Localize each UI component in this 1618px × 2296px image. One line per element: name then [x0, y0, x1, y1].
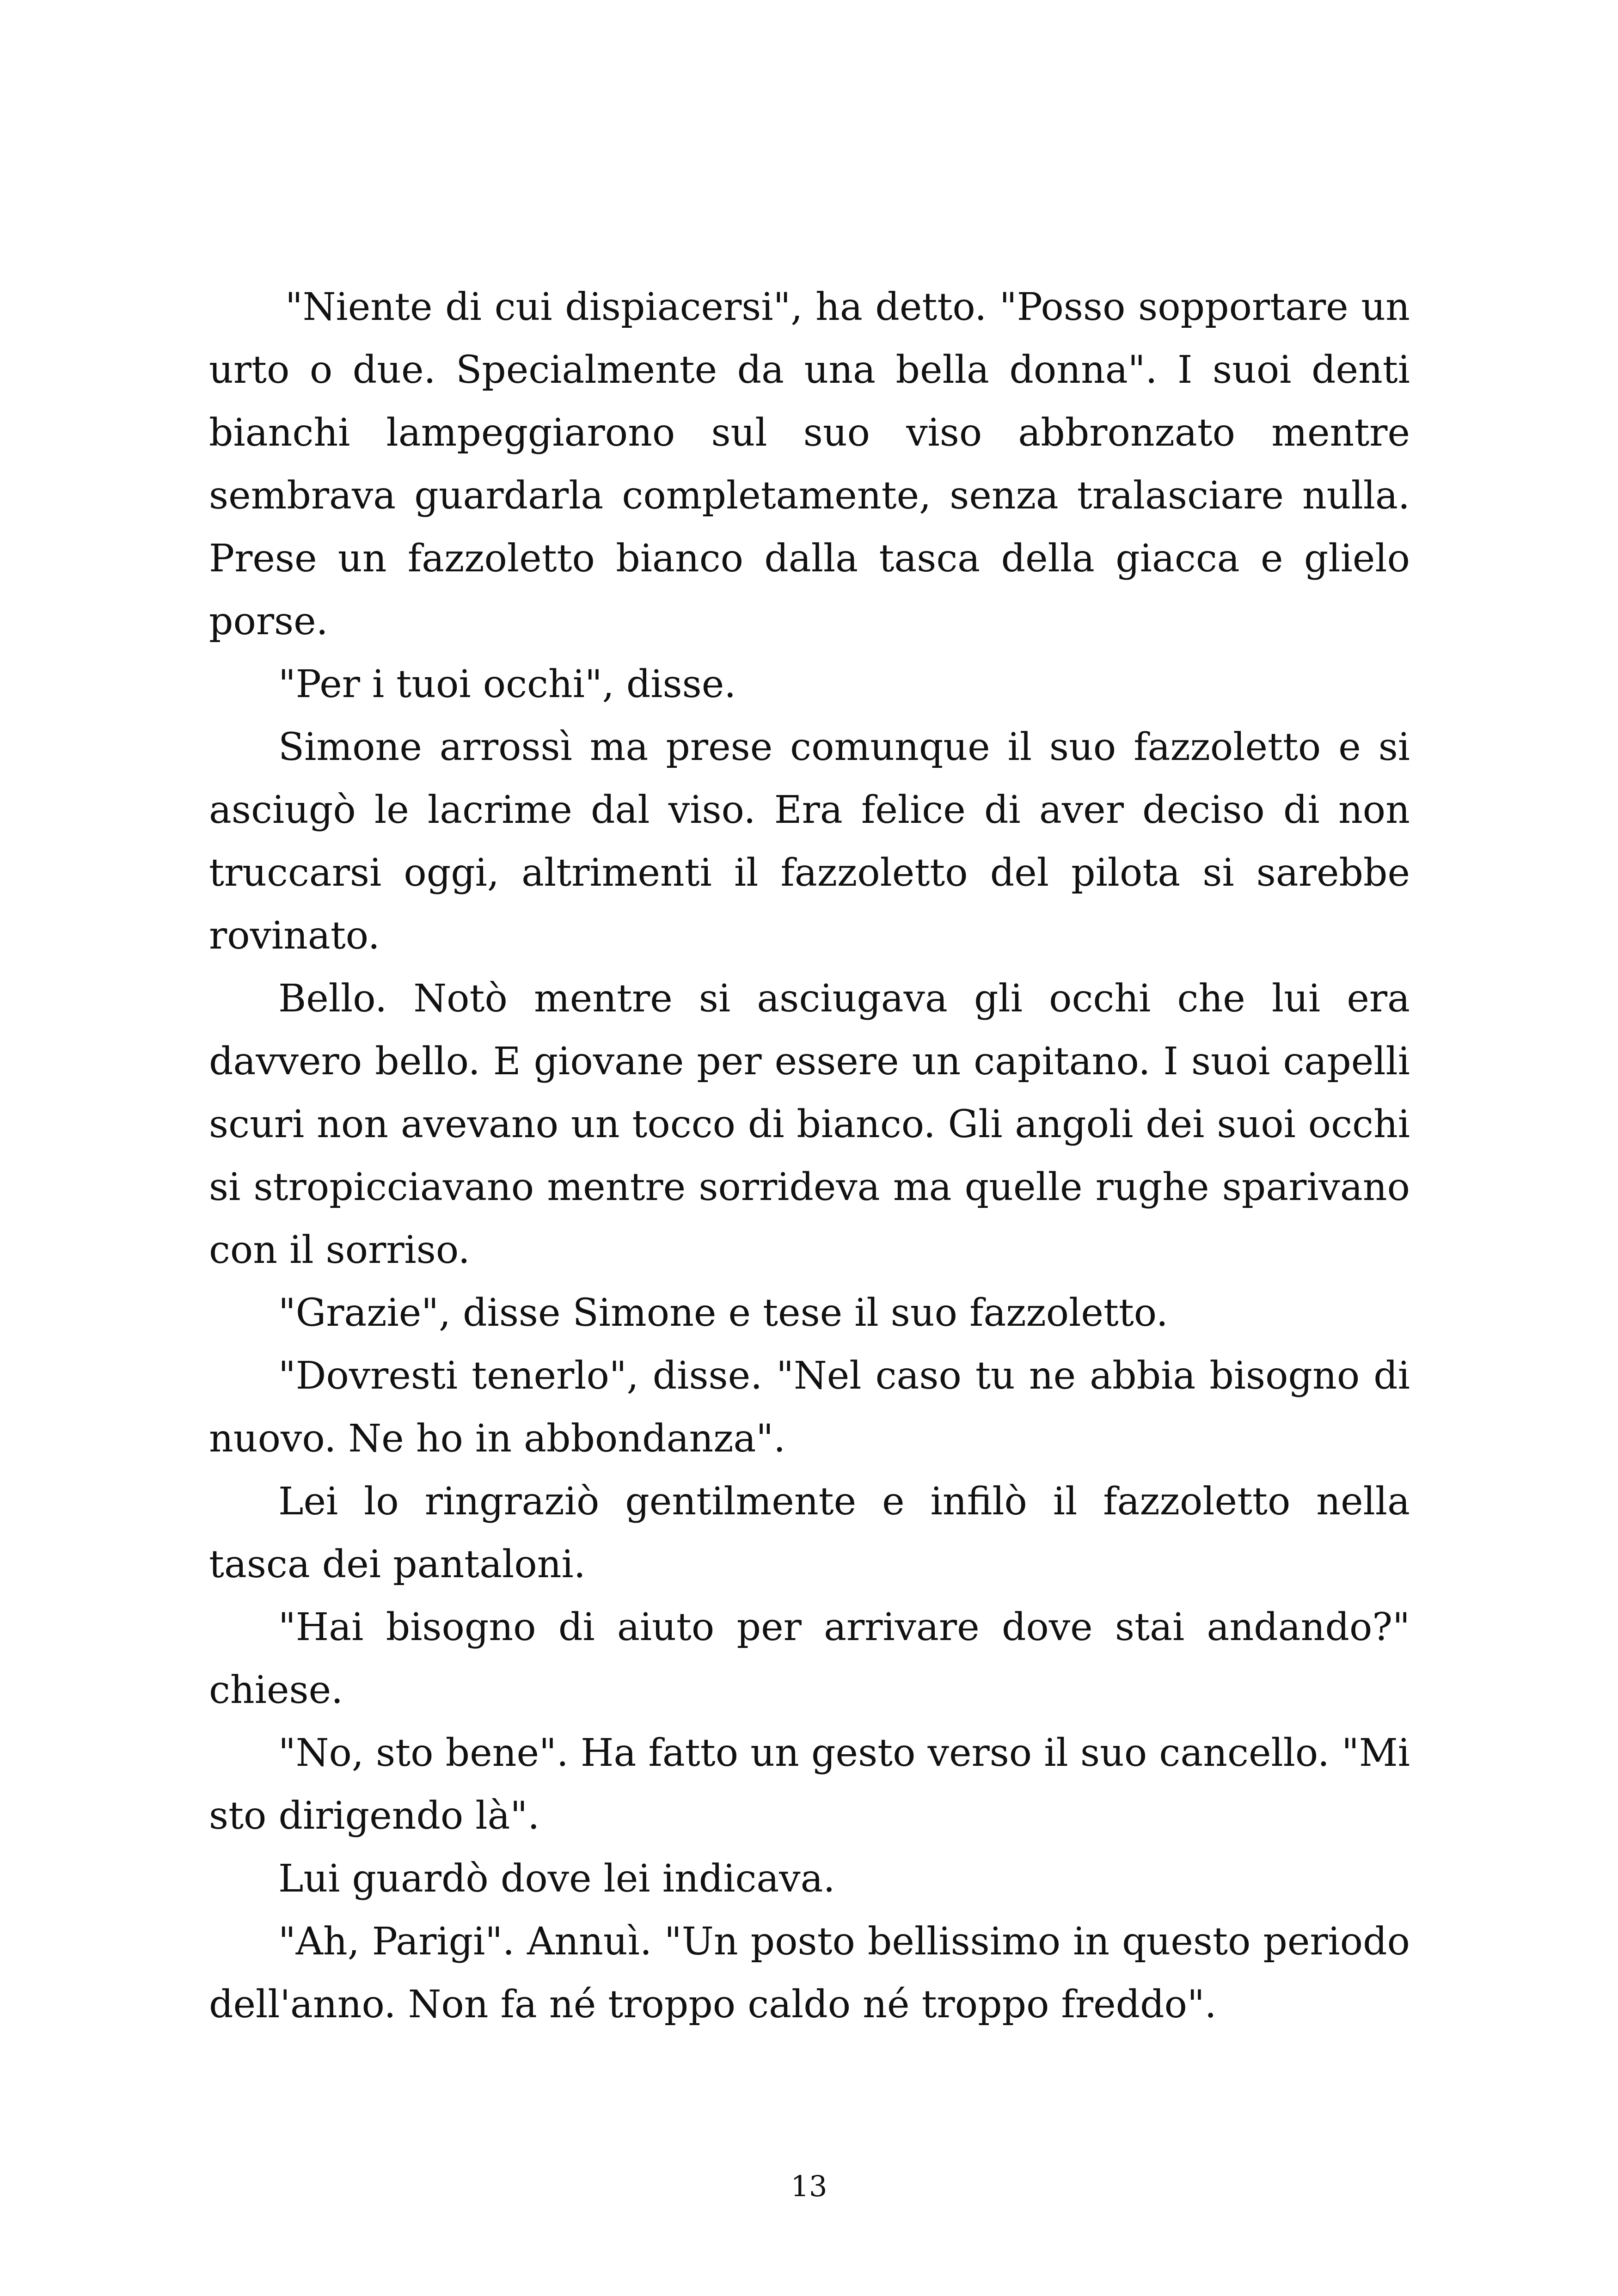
paragraph: "Per i tuoi occhi", disse.	[278, 662, 736, 706]
paragraph: Bello. Notò mentre si asciugava gli occhi che lui era davvero bello. E giovane per essere un capitano. I suoi capelli scuri non avevano un tocco di bianco. Gli angoli dei suoi occhi si stropicciavano mentre sorrideva ma quelle rughe sparivano con il sorriso.	[209, 977, 1410, 1272]
paragraph: "Hai bisogno di aiuto per arrivare dove stai andando?" chiese.	[209, 1605, 1410, 1712]
paragraph: Lui guardò dove lei indicava.	[278, 1857, 835, 1901]
page-number: 13	[791, 2169, 827, 2203]
page-body	[209, 276, 1410, 2036]
paragraph: "Dovresti tenerlo", disse. "Nel caso tu ne abbia bisogno di nuovo. Ne ho in abbondanza".	[209, 1354, 1410, 1461]
paragraph: "Ah, Parigi". Annuì. "Un posto bellissimo in questo periodo dell'anno. Non fa né troppo caldo né troppo freddo".	[209, 1920, 1410, 2027]
paragraph: Simone arrossì ma prese comunque il suo fazzoletto e si asciugò le lacrime dal viso. Era felice di aver deciso di non truccarsi oggi, altrimenti il fazzoletto del pilota si sarebbe rovinato.	[209, 725, 1410, 958]
paragraph: "No, sto bene". Ha fatto un gesto verso il suo cancello. "Mi sto dirigendo là".	[209, 1731, 1410, 1838]
paragraph: "Niente di cui dispiacersi", ha detto. "Posso sopportare un urto o due. Specialmente da una bella donna". I suoi denti bianchi lampeggiarono sul suo viso abbronzato mentre sembrava guardarla completamente, senza tralasciare nulla. Prese un fazzoletto bianco dalla tasca della giacca e glielo porse.	[209, 285, 1410, 643]
paragraph: Lei lo ringraziò gentilmente e infilò il fazzoletto nella tasca dei pantaloni.	[209, 1480, 1410, 1586]
paragraph: "Grazie", disse Simone e tese il suo fazzoletto.	[278, 1291, 1168, 1335]
